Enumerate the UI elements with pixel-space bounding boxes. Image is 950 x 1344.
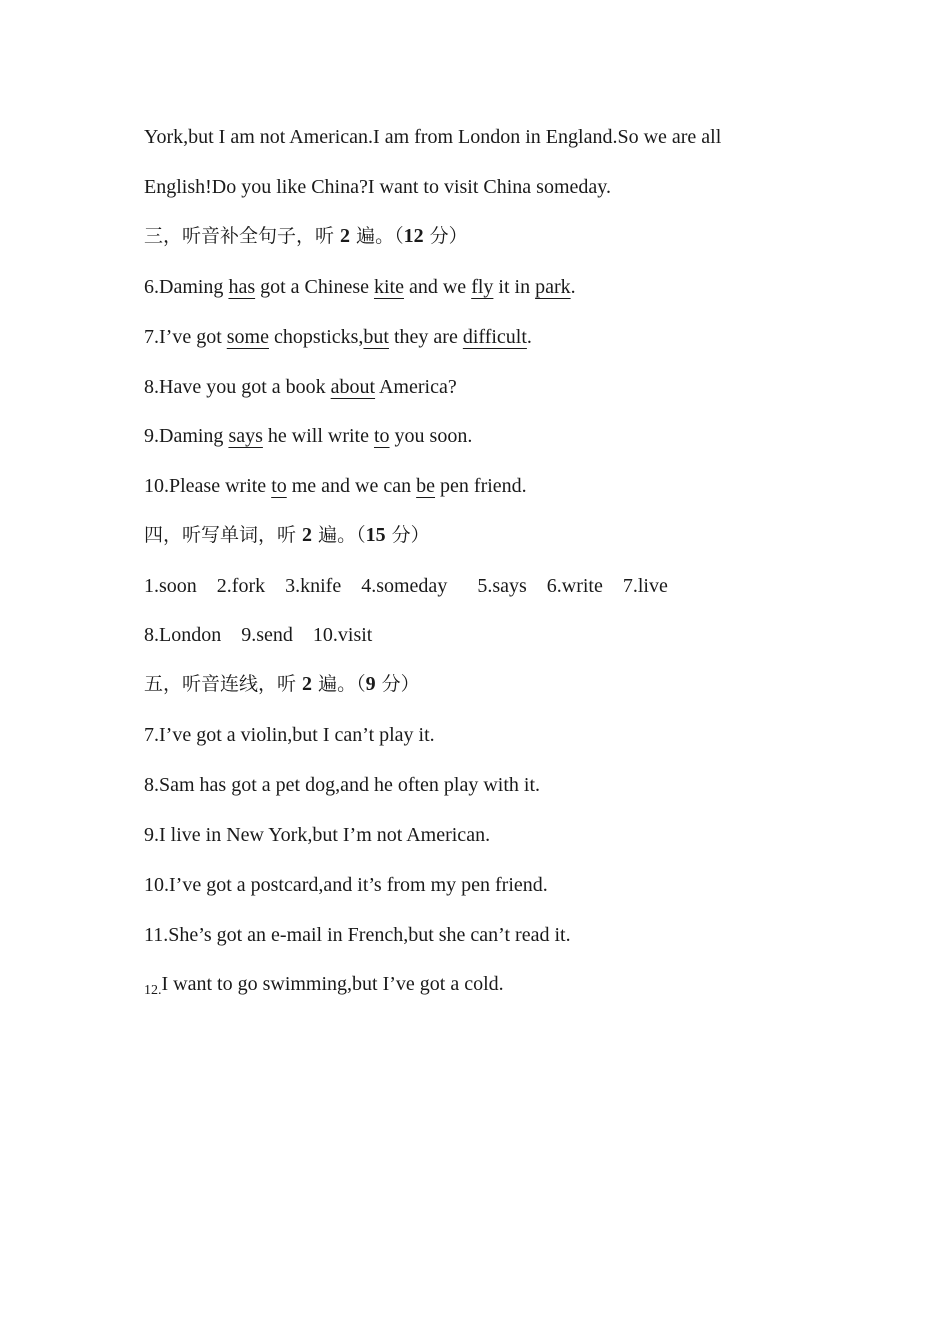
word-item: 3.knife xyxy=(285,575,342,597)
section-3-title: 三，听音补全句子，听 2 遍。（12 分） xyxy=(144,225,468,247)
word-list-row-2 xyxy=(144,622,372,648)
match-sentence-8: 8.Sam has got a pet dog,and he often play with it. xyxy=(144,774,541,796)
match-sentence-7: 7.I’ve got a violin,but I can’t play it. xyxy=(144,724,435,746)
match-sentence-12: $_{12.}$I want to go swimming,but I’ve got a cold. xyxy=(144,973,504,998)
section-5-title: 五，听音连线，听 2 遍。（9 分） xyxy=(144,673,420,695)
sentence-6: 6.Daming has got a Chinese kite and we fly it in park. xyxy=(144,276,576,298)
answer-blank: be xyxy=(416,475,436,497)
sentence-10: 10.Please write to me and we can be pen friend. xyxy=(144,475,527,497)
sentence-9: 9.Daming says he will write to you soon. xyxy=(144,425,473,447)
answer-blank: fly xyxy=(471,276,494,298)
answer-blank: says xyxy=(228,425,263,447)
word-item: 4.someday xyxy=(361,575,448,597)
answer-blank: kite xyxy=(373,276,404,298)
intro-line-1: York,but I am not American.I am from London in England.So we are all xyxy=(144,126,722,148)
answer-blank: but xyxy=(363,326,389,348)
answer-blank: difficult xyxy=(462,326,527,348)
answer-blank: about xyxy=(330,376,376,398)
word-list-row-1 xyxy=(144,573,668,599)
word-item: 7.live xyxy=(622,575,668,597)
sentence-7: 7.I’ve got some chopsticks,but they are difficult. xyxy=(144,326,532,348)
answer-blank: park xyxy=(535,276,571,298)
sentence-8: 8.Have you got a book about America? xyxy=(144,376,457,398)
answer-blank: has xyxy=(228,276,256,298)
word-item: 5.says xyxy=(477,575,527,597)
word-item: 2.fork xyxy=(216,575,266,597)
word-item: 9.send xyxy=(241,624,293,646)
word-item: 6.write xyxy=(546,575,603,597)
answer-blank: to xyxy=(271,475,287,497)
section-4-title: 四，听写单词，听 2 遍。（15 分） xyxy=(144,524,430,546)
word-item: 8.London xyxy=(144,624,222,646)
match-sentence-10: 10.I’ve got a postcard,and it’s from my pen friend. xyxy=(144,874,548,896)
intro-line-2: English!Do you like China?I want to visit China someday. xyxy=(144,176,611,198)
word-item: 10.visit xyxy=(312,624,373,646)
answer-blank: to xyxy=(373,425,390,447)
answer-blank: some xyxy=(226,326,269,348)
match-sentence-11: 11.She’s got an e-mail in French,but she can’t read it. xyxy=(144,924,571,946)
match-sentence-9: 9.I live in New York,but I’m not American. xyxy=(144,824,491,846)
word-item: 1.soon xyxy=(144,575,197,597)
